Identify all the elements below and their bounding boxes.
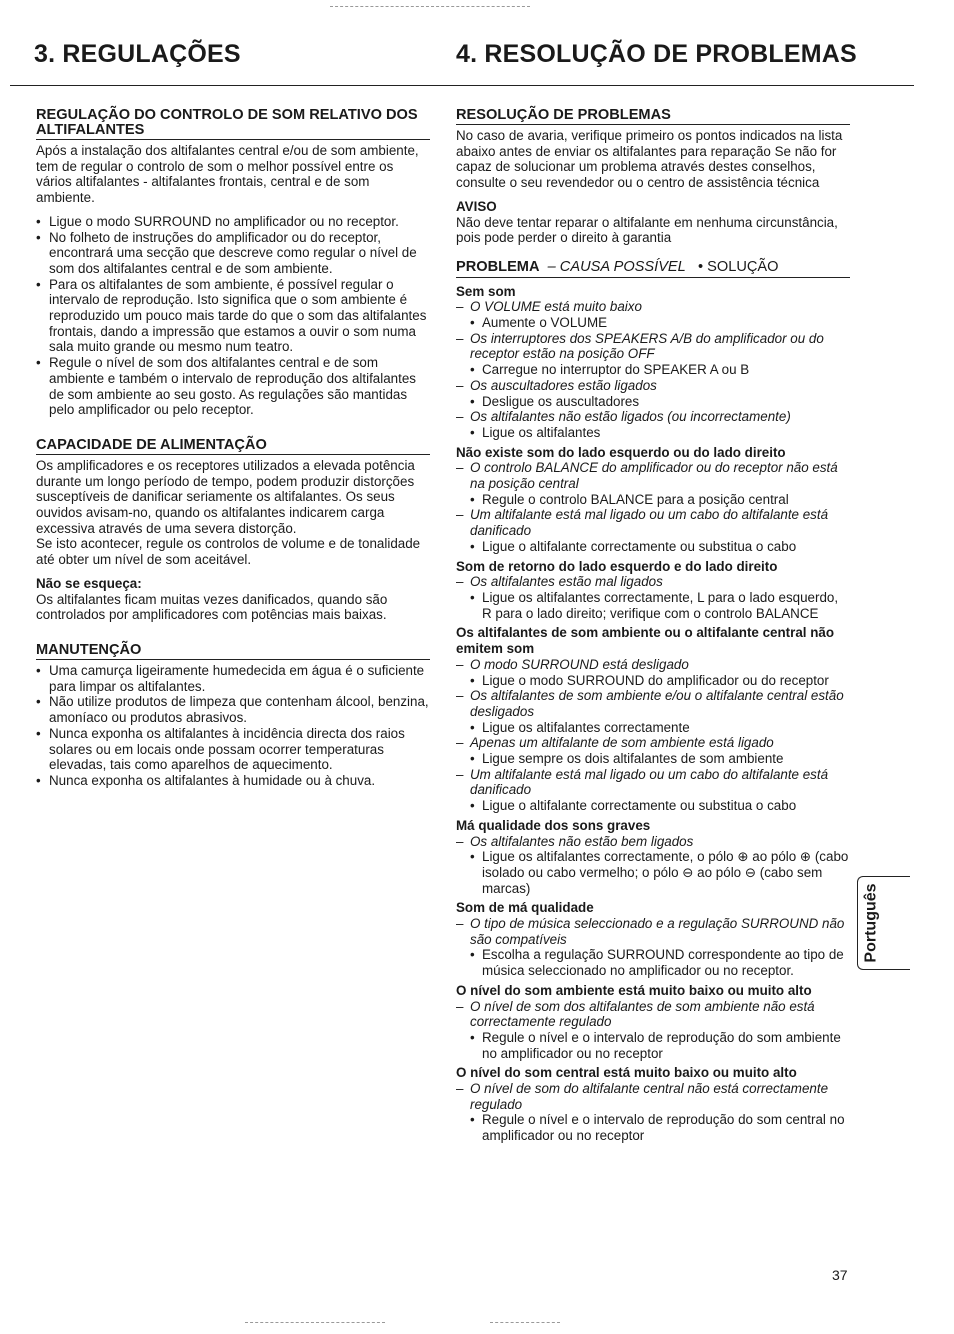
solution: • Ligue o altifalante correctamente ou substitua o cabo (456, 539, 850, 555)
problem-title: O nível do som ambiente está muito baixo ou muito alto (456, 982, 812, 998)
problem-title: Sem som (456, 283, 516, 299)
problem-title: O nível do som central está muito baixo ou muito alto (456, 1065, 797, 1081)
problem-title: Som de retorno do lado esquerdo e do lado direito (456, 558, 778, 574)
heading-rule (10, 85, 914, 86)
problem-title: Não existe som do lado esquerdo ou do lado direito (456, 444, 786, 460)
right-column (456, 108, 850, 1144)
section-heading-regulacoes: 3. REGULAÇÕES (34, 40, 241, 68)
list-item: • Nunca exponha os altifalantes à incidência directa dos raios solares ou em locais onde possam ocorrer temperaturas elevadas, tais como aparelhos de aquecimento. (36, 726, 430, 773)
possible-cause: – O nível de som dos altifalantes de som ambiente não está correctamente regulado (456, 999, 850, 1030)
note-title: Não se esqueça: (36, 575, 142, 591)
problem-list (456, 284, 850, 1144)
possible-cause: – Os auscultadores estão ligados (456, 378, 850, 394)
paragraph: Os amplificadores e os receptores utilizados a elevada potência durante um longo período de tempo, podem produzir distorções susceptíveis de danificar seriamente os altifalantes. Os seus ouvidos avisam-no, quando os altifalantes indicarem carga excessiva através de uma severa distorção. (36, 457, 415, 536)
solution: • Ligue o modo SURROUND do amplificador ou do receptor (456, 673, 850, 689)
possible-cause: – Apenas um altifalante de som ambiente está ligado (456, 735, 850, 751)
possible-cause: – Os altifalantes não estão ligados (ou incorrectamente) (456, 409, 850, 425)
scan-artifact (330, 6, 530, 7)
bullet-list (36, 663, 430, 789)
paragraph: Se isto acontecer, regule os controlos de volume e de tonalidade até obter um nível de som aceitável. (36, 536, 421, 568)
possible-cause: – Um altifalante está mal ligado ou um cabo do altifalante está danificado (456, 507, 850, 538)
solution: • Ligue os altifalantes correctamente, o pólo ⊕ ao pólo ⊕ (cabo isolado ou cabo vermelho; o pólo ⊖ ao pólo ⊖ (cabo sem marcas) (456, 849, 850, 896)
warning-text: Não deve tentar reparar o altifalante em nenhuma circunstância, pois pode perder o direito à garantia (456, 214, 838, 246)
list-item: • Nunca exponha os altifalantes à humidade ou à chuva. (36, 773, 430, 789)
problem-title: Som de má qualidade (456, 900, 594, 916)
warning-title: AVISO (456, 198, 497, 214)
list-item: • Não utilize produtos de limpeza que contenham álcool, benzina, amoníaco ou produtos abrasivos. (36, 694, 430, 725)
solution: • Regule o nível e o intervalo de reprodução do som ambiente no amplificador ou no receptor (456, 1030, 850, 1061)
subsection-title-power: CAPACIDADE DE ALIMENTAÇÃO (36, 438, 430, 455)
problem-column-label: PROBLEMA (456, 258, 540, 275)
solution: • Ligue os altifalantes correctamente, L para o lado esquerdo, R para o lado direito; verifique com o controlo BALANCE (456, 590, 850, 621)
problem-title: Má qualidade dos sons graves (456, 817, 651, 833)
possible-cause: – O VOLUME está muito baixo (456, 299, 850, 315)
list-item: • Ligue o modo SURROUND no amplificador ou no receptor. (36, 214, 430, 230)
list-item: • Para os altifalantes de som ambiente, é possível regular o intervalo de reprodução. Isto significa que o som ambiente é reproduzido um pouco mais tarde do que o som das altifalantes frontais, dando a impressão que estamos a ouvir o som numa sala muito grande ou mesmo num teatro. (36, 277, 430, 356)
solution: • Desligue os auscultadores (456, 394, 850, 410)
section-heading-resolucao: 4. RESOLUÇÃO DE PROBLEMAS (456, 40, 857, 68)
solution: • Ligue os altifalantes correctamente (456, 720, 850, 736)
possible-cause: – O controlo BALANCE do amplificador ou do receptor não está na posição central (456, 460, 850, 491)
solution: • Carregue no interruptor do SPEAKER A ou B (456, 362, 850, 378)
table-header (456, 260, 850, 278)
note-text: Os altifalantes ficam muitas vezes danificados, quando são controlados por amplificadores com potências mais baixas. (36, 591, 388, 623)
solution: • Regule o nível e o intervalo de reprodução do som central no amplificador ou no receptor (456, 1112, 850, 1143)
possible-cause: – O modo SURROUND está desligado (456, 657, 850, 673)
possible-cause: – Os altifalantes não estão bem ligados (456, 834, 850, 850)
solution: • Ligue o altifalante correctamente ou substitua o cabo (456, 798, 850, 814)
possible-cause: – Os altifalantes estão mal ligados (456, 574, 850, 590)
language-tab (857, 876, 910, 970)
intro-paragraph: No caso de avaria, verifique primeiro os pontos indicados na lista abaixo antes de enviar os altifalantes para reparação Se não for capaz de solucionar um problema através destes conselhos, consulte o seu revendedor ou o centro de assistência técnica (456, 128, 843, 191)
language-tab-label: Português (862, 883, 880, 963)
intro-paragraph: Após a instalação dos altifalantes central e/ou de som ambiente, tem de regular o controlo de som o melhor possível entre os vários altifalantes - altifalantes frontais, central e de som ambiente. (36, 143, 419, 206)
left-column (36, 108, 430, 789)
possible-cause: – Um altifalante está mal ligado ou um cabo do altifalante está danificado (456, 767, 850, 798)
list-item: • Regule o nível de som dos altifalantes central e de som ambiente e também o intervalo de reprodução dos altifalantes de som ambiente ao seu gosto. As regulações são mantidas pelo amplificador ou pelo receptor. (36, 355, 430, 418)
possible-cause: – Os interruptores dos SPEAKERS A/B do amplificador ou do receptor estão na posição OFF (456, 331, 850, 362)
subsection-title-troubleshooting: RESOLUÇÃO DE PROBLEMAS (456, 108, 850, 125)
page-number: 37 (832, 1267, 848, 1283)
solution: • Regule o controlo BALANCE para a posição central (456, 492, 850, 508)
possible-cause: – O tipo de música seleccionado e a regulação SURROUND não são compatíveis (456, 916, 850, 947)
cause-column-label: – CAUSA POSSÍVEL (547, 258, 686, 275)
solution-column-label: • SOLUÇÃO (697, 258, 779, 275)
list-item: • Uma camurça ligeiramente humedecida em água é o suficiente para limpar os altifalantes. (36, 663, 430, 694)
possible-cause: – Os altifalantes de som ambiente e/ou o altifalante central estão desligados (456, 688, 850, 719)
solution: • Aumente o VOLUME (456, 315, 850, 331)
subsection-title-sound-control: REGULAÇÃO DO CONTROLO DE SOM RELATIVO DOS ALTIFALANTES (36, 108, 430, 140)
problem-title: Os altifalantes de som ambiente ou o altifalante central não emitem som (456, 625, 835, 657)
solution: • Ligue sempre os dois altifalantes de som ambiente (456, 751, 850, 767)
scan-artifact (245, 1322, 385, 1323)
solution: • Escolha a regulação SURROUND correspondente ao tipo de música seleccionado no amplificador ou no receptor. (456, 947, 850, 978)
scan-artifact (490, 1322, 560, 1323)
list-item: • No folheto de instruções do amplificador ou do receptor, encontrará uma secção que descreve como regular o nível de som dos altifalantes central e de som ambiente. (36, 230, 430, 277)
solution: • Ligue os altifalantes (456, 425, 850, 441)
possible-cause: – O nível de som do altifalante central não está correctamente regulado (456, 1081, 850, 1112)
bullet-list (36, 214, 430, 418)
subsection-title-maintenance: MANUTENÇÃO (36, 643, 430, 660)
